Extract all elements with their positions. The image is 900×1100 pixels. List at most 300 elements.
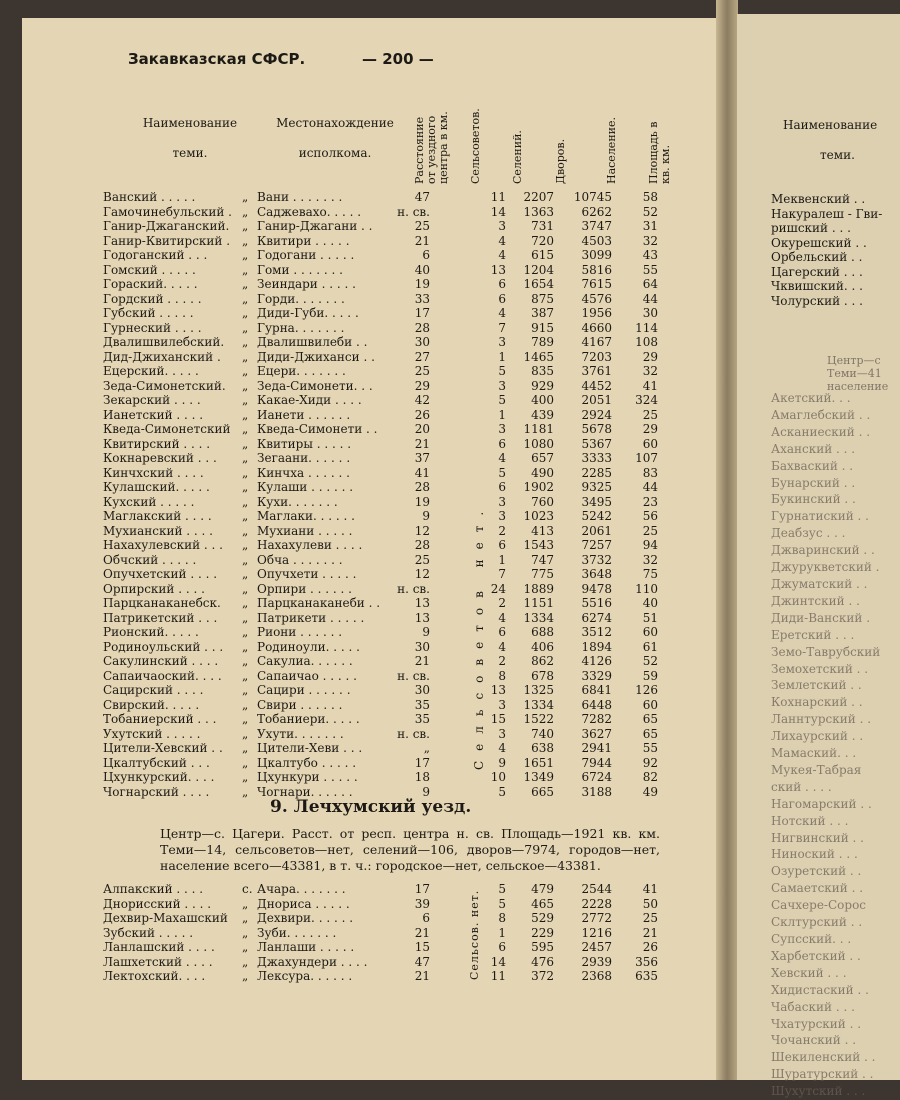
row-households: 1465 (523, 349, 554, 364)
row-households: 760 (531, 494, 554, 509)
row-households: 476 (531, 954, 554, 969)
row-mark: „ (242, 784, 249, 799)
table-row (0, 897, 698, 912)
row-distance: 19 (414, 277, 430, 291)
row-location: Ачара. . . . . . . (257, 882, 346, 896)
row-name: Зеда-Симонетский. (103, 378, 226, 393)
row-distance: 9 (422, 625, 430, 639)
row-mark: „ (242, 567, 249, 581)
row-distance: 28 (414, 320, 430, 335)
row-mark: „ (242, 407, 249, 422)
row-distance: 47 (414, 190, 430, 204)
row-area: 56 (642, 509, 658, 523)
row-population: 7282 (581, 712, 612, 726)
row-distance: 30 (414, 683, 430, 697)
table-row (0, 509, 698, 524)
row-households: 1902 (523, 480, 554, 494)
row-distance: 21 (414, 654, 430, 668)
row-settlements: 13 (490, 262, 506, 277)
row-settlements: 3 (498, 422, 506, 436)
col-header-loc-2: исполкома. (298, 146, 372, 160)
row-area: 94 (642, 538, 658, 552)
row-mark: „ (242, 204, 249, 219)
row-mark: „ (242, 610, 249, 625)
row-mark: „ (242, 755, 249, 770)
vertical-note-no-sovets-2: Сельсов. нет. (468, 889, 481, 980)
row-settlements: 9 (498, 755, 506, 770)
row-settlements: 6 (498, 480, 506, 494)
row-name: Лектохский. . . . (103, 969, 206, 983)
row-distance: 17 (414, 306, 430, 320)
right-faded-item: Земо-Таврубский (771, 644, 881, 659)
section-title-lechkhumi: 9. Лечхумский уезд. (270, 797, 472, 817)
right-faded-item: Супсский. . . (771, 932, 852, 946)
row-distance: 35 (414, 712, 430, 726)
row-population: 6724 (581, 770, 612, 784)
row-households: 1654 (523, 277, 554, 291)
row-settlements: 14 (490, 954, 506, 969)
row-location: Сапаичао . . . . . (257, 668, 357, 683)
table-row (0, 364, 698, 379)
row-population: 2228 (581, 896, 612, 911)
row-area: 75 (642, 567, 658, 581)
row-population: 3188 (581, 784, 612, 799)
right-list-item: ришский . . . (771, 221, 851, 235)
row-distance: н. св. (397, 668, 430, 683)
row-distance: 25 (414, 219, 430, 233)
row-name: Гамочинебульский . (103, 204, 232, 219)
row-name: Сапаичаоский. . . . (103, 668, 222, 683)
row-mark: „ (242, 969, 249, 983)
right-faded-item: Самаетский . . (771, 881, 864, 896)
row-settlements: 1 (498, 349, 506, 364)
row-area: 55 (642, 262, 658, 277)
col-header-loc-1: Местонахождение (276, 116, 394, 130)
row-population: 6841 (581, 683, 612, 697)
row-population: 3512 (581, 625, 612, 639)
row-households: 1181 (523, 422, 554, 436)
right-faded-item: Кохнарский . . (771, 695, 863, 710)
row-households: 1204 (523, 262, 554, 277)
row-population: 2285 (581, 465, 612, 480)
right-faded-item: Склтурский . . (771, 915, 863, 930)
right-faded-item: Хевский . . . (771, 965, 847, 980)
row-distance: 28 (414, 480, 430, 494)
row-name: Кокнаревский . . . (103, 451, 217, 465)
table-row (0, 567, 698, 582)
right-list-item: Орбельский . . (771, 250, 863, 264)
row-mark: „ (242, 306, 249, 320)
right-faded-item: Чочанский . . (771, 1033, 857, 1048)
row-name: Ванский . . . . . (103, 190, 196, 204)
col-header-sovets: Сельсоветов. (469, 108, 482, 184)
right-faded-item: Чабаский . . . (771, 999, 855, 1014)
row-area: 25 (642, 523, 658, 538)
row-name: Гордский . . . . . (103, 291, 202, 306)
row-area: 52 (642, 204, 658, 219)
table-row (0, 495, 698, 510)
row-households: 1363 (523, 204, 554, 219)
row-distance: 41 (414, 465, 430, 480)
row-location: Ухути. . . . . . . (257, 726, 344, 741)
table-row (0, 321, 698, 336)
row-name: Дид-Джиханский . (103, 349, 221, 364)
row-location: Гоми . . . . . . . (257, 262, 343, 277)
row-households: 915 (531, 320, 554, 335)
right-faded-item: Джинтский . . (771, 593, 860, 608)
row-mark: „ (242, 436, 249, 451)
right-faded-item: Озуретский . . (771, 864, 862, 879)
right-box-line: Центр—с (827, 354, 881, 367)
row-mark: „ (242, 581, 249, 596)
row-households: 731 (531, 219, 554, 233)
row-name: Мухианский . . . . (103, 523, 213, 538)
row-area: 58 (642, 190, 658, 204)
row-mark: „ (242, 940, 249, 954)
row-area: 44 (642, 480, 658, 494)
right-faded-item: Мукея-Табрая (771, 762, 862, 777)
table-row (0, 393, 698, 408)
row-population: 2544 (581, 882, 612, 896)
row-settlements: 3 (498, 335, 506, 349)
table-row (0, 625, 698, 640)
row-distance: „ (423, 741, 430, 755)
row-location: Гурна. . . . . . . (257, 320, 345, 335)
row-settlements: 4 (498, 639, 506, 654)
row-distance: 17 (414, 755, 430, 770)
row-population: 2941 (581, 741, 612, 755)
row-settlements: 6 (498, 436, 506, 451)
row-population: 1956 (581, 306, 612, 320)
row-settlements: 2 (498, 596, 506, 610)
row-households: 740 (531, 726, 554, 741)
row-area: 83 (642, 465, 658, 480)
row-settlements: 4 (498, 306, 506, 320)
row-distance: 33 (414, 291, 430, 306)
row-population: 3648 (581, 567, 612, 581)
row-mark: „ (242, 509, 249, 523)
row-distance: 12 (414, 567, 430, 581)
row-location: Сакулиа. . . . . . (257, 654, 353, 668)
row-households: 406 (531, 639, 554, 654)
table-row (0, 379, 698, 394)
row-location: Ганир-Джагани . . (257, 219, 373, 233)
row-settlements: 1 (498, 552, 506, 567)
row-settlements: 3 (498, 697, 506, 712)
row-name: Рионский. . . . . (103, 625, 199, 639)
row-settlements: 3 (498, 494, 506, 509)
row-settlements: 5 (498, 465, 506, 480)
row-settlements: 5 (498, 364, 506, 378)
row-households: 1023 (523, 509, 554, 523)
page-number: — 200 — (362, 50, 434, 68)
row-distance: 30 (414, 335, 430, 349)
row-households: 875 (531, 291, 554, 306)
row-households: 1334 (523, 697, 554, 712)
table-row (0, 712, 698, 727)
row-name: Патрикетский . . . (103, 610, 218, 625)
row-households: 1325 (523, 683, 554, 697)
row-location: Кухи. . . . . . . (257, 494, 338, 509)
row-name: Чогнарский . . . . (103, 784, 210, 799)
row-name: Кулашский. . . . . (103, 480, 210, 494)
row-population: 2051 (581, 393, 612, 407)
row-distance: н. св. (397, 204, 430, 219)
row-households: 490 (531, 465, 554, 480)
right-faded-item: Асканиеский . . (771, 424, 871, 439)
row-mark: „ (242, 896, 249, 911)
table-row (0, 955, 698, 970)
row-location: Дехвири. . . . . . (257, 911, 354, 925)
row-name: Свирский. . . . . (103, 697, 200, 712)
row-name: Сакулинский . . . . (103, 654, 219, 668)
right-faded-item: Харбетский . . (771, 948, 861, 963)
row-name: Лашхетский . . . . (103, 954, 213, 969)
row-location: Обча . . . . . . . (257, 552, 343, 567)
row-population: 3495 (581, 494, 612, 509)
row-households: 1334 (523, 610, 554, 625)
right-faded-item: Аханский . . . (771, 441, 856, 456)
row-name: Маглакский . . . . (103, 509, 212, 523)
row-households: 688 (531, 625, 554, 639)
row-mark: „ (242, 494, 249, 509)
right-page-list (771, 192, 882, 308)
row-name: Цители-Хевский . . (103, 741, 223, 755)
right-faded-item: Джуматский . . (771, 576, 868, 591)
row-name: Парцканаканебск. (103, 596, 221, 610)
row-households: 1522 (523, 712, 554, 726)
vertical-note-no-sovets: Сельсоветов нет. (472, 501, 486, 770)
row-location: Орпири . . . . . . (257, 581, 352, 596)
row-mark: „ (242, 654, 249, 668)
row-location: Какае-Хиди . . . . (257, 393, 362, 407)
row-distance: 21 (414, 969, 430, 983)
row-population: 6262 (581, 204, 612, 219)
row-households: 387 (531, 306, 554, 320)
table-row (0, 669, 698, 684)
row-settlements: 4 (498, 451, 506, 465)
row-location: Цители-Хеви . . . (257, 741, 363, 755)
row-area: 60 (642, 436, 658, 451)
row-population: 4452 (581, 378, 612, 393)
row-mark: „ (242, 683, 249, 697)
book-page-right (737, 14, 900, 1099)
table-row (0, 437, 698, 452)
row-population: 3732 (581, 552, 612, 567)
row-distance: 37 (414, 451, 430, 465)
row-households: 665 (531, 784, 554, 799)
row-name: Годоганский . . . (103, 248, 208, 262)
row-location: Кведа-Симонети . . (257, 422, 378, 436)
row-population: 1894 (581, 639, 612, 654)
row-mark: „ (242, 480, 249, 494)
right-faded-item: Букинский . . (771, 492, 856, 507)
col-header-distance: Расстояние от уездного центра в км. (413, 111, 450, 184)
row-settlements: 5 (498, 882, 506, 896)
col-header-name-1: Наименование (142, 116, 238, 130)
col-header-households: Дворов. (554, 138, 567, 184)
row-households: 720 (531, 233, 554, 248)
row-area: 64 (642, 277, 658, 291)
row-distance: 26 (414, 407, 430, 422)
table-row (0, 306, 698, 321)
right-faded-item: Мамаский. . . (771, 746, 857, 761)
table-row (0, 422, 698, 437)
row-settlements: 4 (498, 248, 506, 262)
row-area: 324 (635, 393, 658, 407)
row-mark: „ (242, 741, 249, 755)
row-population: 7257 (581, 538, 612, 552)
table-row (0, 727, 698, 742)
row-settlements: 8 (498, 668, 506, 683)
table-row (0, 882, 698, 897)
right-list-item: Окурешский . . (771, 235, 867, 250)
row-area: 356 (635, 954, 658, 969)
row-name: Губский . . . . . (103, 306, 194, 320)
right-faded-item: ский . . . . (771, 779, 832, 794)
row-location: Ланлаши . . . . . (257, 940, 355, 954)
row-households: 1889 (523, 581, 554, 596)
row-area: 26 (642, 940, 658, 954)
row-mark: „ (242, 954, 249, 969)
row-population: 1216 (581, 925, 612, 940)
row-population: 5242 (581, 509, 612, 523)
row-mark: „ (242, 911, 249, 925)
row-distance: 21 (414, 925, 430, 940)
row-area: 60 (642, 625, 658, 639)
table-row (0, 654, 698, 669)
right-list-item: Накуралеш - Гви- (771, 206, 883, 221)
row-households: 2207 (523, 190, 554, 204)
table-row (0, 553, 698, 568)
row-location: Цхункури . . . . . (257, 770, 358, 784)
row-mark: „ (242, 277, 249, 291)
row-location: Тобаниери. . . . . (257, 712, 360, 726)
right-faded-item: Чхатурский . . (771, 1016, 862, 1031)
row-mark: „ (242, 393, 249, 407)
right-faded-item: Бахваский . . (771, 458, 854, 473)
row-settlements: 6 (498, 291, 506, 306)
row-households: 439 (531, 407, 554, 422)
row-settlements: 3 (498, 726, 506, 741)
table-row (0, 926, 698, 941)
right-faded-item: Джваринский . . (771, 543, 875, 558)
row-area: 110 (635, 581, 658, 596)
row-area: 25 (642, 407, 658, 422)
row-distance: 47 (414, 954, 430, 969)
row-location: Патрикети . . . . . (257, 610, 365, 625)
row-mark: „ (242, 190, 249, 204)
table-row (0, 480, 698, 495)
right-faded-item: Амаглебский . . (771, 407, 871, 422)
row-households: 465 (531, 896, 554, 911)
row-distance: 18 (414, 770, 430, 784)
row-settlements: 2 (498, 523, 506, 538)
row-area: 32 (642, 552, 658, 567)
row-location: Маглаки. . . . . . (257, 509, 355, 523)
row-settlements: 5 (498, 784, 506, 799)
row-location: Лексура. . . . . . (257, 969, 353, 983)
row-mark: „ (242, 523, 249, 538)
row-location: Квитири . . . . . (257, 233, 350, 248)
table-row (0, 263, 698, 278)
row-settlements: 1 (498, 407, 506, 422)
row-location: Мухиани . . . . . (257, 523, 353, 538)
row-area: 59 (642, 668, 658, 683)
row-area: 108 (635, 335, 658, 349)
row-settlements: 7 (498, 320, 506, 335)
row-households: 413 (531, 523, 554, 538)
table-row (0, 969, 698, 984)
table-row (0, 292, 698, 307)
book-gutter (716, 0, 738, 1080)
row-population: 10745 (573, 190, 612, 204)
row-settlements: 13 (490, 683, 506, 697)
right-box-line: Теми—41 (827, 367, 882, 380)
row-households: 1651 (523, 755, 554, 770)
right-col-header-temi: теми. (820, 148, 855, 162)
row-area: 29 (642, 349, 658, 364)
right-faded-item: Шухутский . . . (771, 1084, 866, 1099)
right-page-faded-list (771, 390, 880, 1100)
row-location: Диди-Губи. . . . . (257, 306, 359, 320)
row-settlements: 6 (498, 940, 506, 954)
row-distance: 17 (414, 882, 430, 896)
row-distance: 27 (414, 349, 430, 364)
row-area: 44 (642, 291, 658, 306)
row-location: Чогнари. . . . . . (257, 784, 353, 799)
table-row (0, 640, 698, 655)
row-mark: „ (242, 668, 249, 683)
table-row (0, 350, 698, 365)
row-mark: „ (242, 770, 249, 784)
row-households: 638 (531, 741, 554, 755)
row-settlements: 3 (498, 378, 506, 393)
row-location: Горди. . . . . . . (257, 291, 345, 306)
row-location: Опучхети . . . . . (257, 567, 357, 581)
row-population: 7203 (581, 349, 612, 364)
table-row (0, 408, 698, 423)
page-header-title: Закавказская СФСР. (128, 50, 306, 68)
row-location: Кинчха . . . . . . (257, 465, 350, 480)
row-settlements: 8 (498, 911, 506, 925)
row-distance: 12 (414, 523, 430, 538)
row-distance: 35 (414, 697, 430, 712)
row-settlements: 6 (498, 625, 506, 639)
row-mark: „ (242, 625, 249, 639)
row-name: Ухутский . . . . . (103, 726, 201, 741)
table-row (0, 205, 698, 220)
table-row (0, 698, 698, 713)
row-location: Нахахулеви . . . . (257, 538, 363, 552)
row-population: 3329 (581, 668, 612, 683)
row-area: 92 (642, 755, 658, 770)
row-settlements: 5 (498, 393, 506, 407)
row-area: 65 (642, 726, 658, 741)
table-row (0, 911, 698, 926)
table-row (0, 524, 698, 539)
row-mark: „ (242, 233, 249, 248)
row-area: 43 (642, 248, 658, 262)
right-faded-item: Сачхере-Сорос (771, 898, 867, 913)
row-households: 229 (531, 925, 554, 940)
row-mark: „ (242, 364, 249, 378)
row-name: Кведа-Симонетский (103, 422, 231, 436)
row-settlements: 3 (498, 219, 506, 233)
row-households: 529 (531, 911, 554, 925)
row-distance: 20 (414, 422, 430, 436)
row-distance: 15 (414, 940, 430, 954)
